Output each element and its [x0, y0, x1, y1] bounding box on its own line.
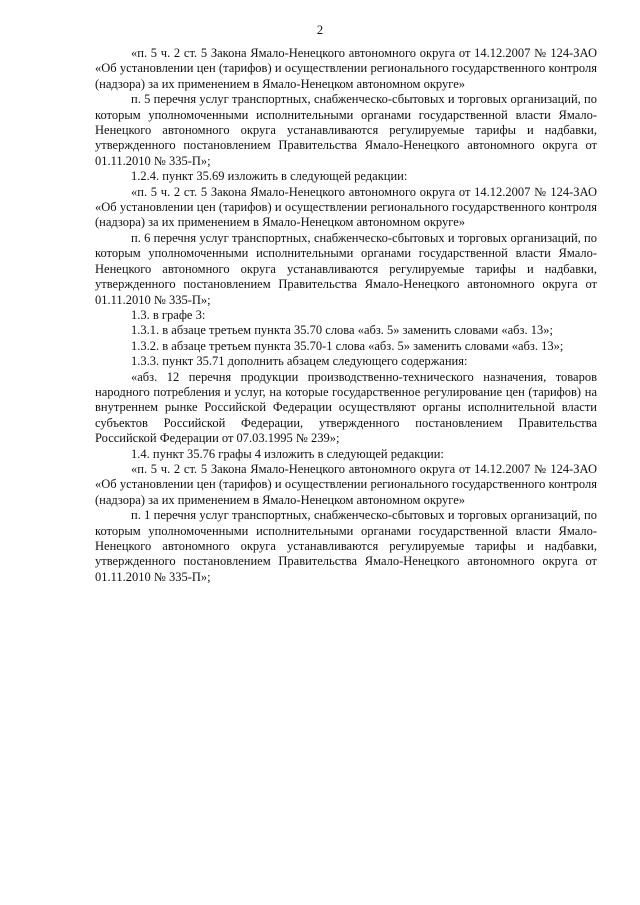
paragraph-item-1-3-1: 1.3.1. в абзаце третьем пункта 35.70 слова «абз. 5» заменить словами «абз. 13»;: [131, 323, 553, 338]
paragraph-law-reference-1: «п. 5 ч. 2 ст. 5 Закона Ямало-Ненецкого автономного округа от 14.12.2007 № 124-ЗАО «Об установлении цен (тарифов) и осуществлении регионального государственного контроля (надзора) за их применением в Ямало-Ненецком автономном округе»: [95, 46, 597, 91]
paragraph-services-list-p1: п. 1 перечня услуг транспортных, снабженческо-сбытовых и торговых организаций, по которым уполномоченными исполнительными органами государственной власти Ямало-Ненецкого автономного округа устанавливаются регулируемые тарифы и надбавки, утвержденного постановлением Правительства Ямало-Ненецкого автономного округа от 01.11.2010 № 335-П»;: [95, 508, 597, 584]
paragraph-products-list-abz12: «абз. 12 перечня продукции производственно-технического назначения, товаров народного потребления и услуг, на которые государственное регулирование цен (тарифов) на внутреннем рынке Российской Федерации осуществляют органы исполнительной власти субъектов Российской Федерации, утвержденного постановлением Правительства Российской Федерации от 07.03.1995 № 239»;: [95, 369, 597, 446]
paragraph-item-1-2-4: 1.2.4. пункт 35.69 изложить в следующей редакции:: [131, 169, 408, 184]
document-body: [95, 46, 597, 585]
paragraph-item-1-3: 1.3. в графе 3:: [131, 307, 206, 322]
paragraph-law-reference-3: «п. 5 ч. 2 ст. 5 Закона Ямало-Ненецкого автономного округа от 14.12.2007 № 124-ЗАО «Об установлении цен (тарифов) и осуществлении регионального государственного контроля (надзора) за их применением в Ямало-Ненецком автономном округе»: [95, 461, 597, 507]
paragraph-item-1-3-3: 1.3.3. пункт 35.71 дополнить абзацем следующего содержания:: [131, 354, 468, 369]
paragraph-law-reference-2: «п. 5 ч. 2 ст. 5 Закона Ямало-Ненецкого автономного округа от 14.12.2007 № 124-ЗАО «Об установлении цен (тарифов) и осуществлении регионального государственного контроля (надзора) за их применением в Ямало-Ненецком автономном округе»: [95, 184, 597, 230]
page-number: 2: [316, 23, 324, 37]
paragraph-services-list-p6: п. 6 перечня услуг транспортных, снабженческо-сбытовых и торговых организаций, по которым уполномоченными исполнительными органами государственной власти Ямало-Ненецкого автономного округа устанавливаются регулируемые тарифы и надбавки, утвержденного постановлением Правительства Ямало-Ненецкого автономного округа от 01.11.2010 № 335-П»;: [95, 230, 597, 307]
paragraph-item-1-4: 1.4. пункт 35.76 графы 4 изложить в следующей редакции:: [131, 446, 444, 461]
paragraph-item-1-3-2: 1.3.2. в абзаце третьем пункта 35.70-1 слова «абз. 5» заменить словами «абз. 13»;: [131, 338, 564, 353]
paragraph-services-list-p5: п. 5 перечня услуг транспортных, снабженческо-сбытовых и торговых организаций, по которым уполномоченными исполнительными органами государственной власти Ямало-Ненецкого автономного округа устанавливаются регулируемые тарифы и надбавки, утвержденного постановлением Правительства Ямало-Ненецкого автономного округа от 01.11.2010 № 335-П»;: [95, 92, 597, 168]
